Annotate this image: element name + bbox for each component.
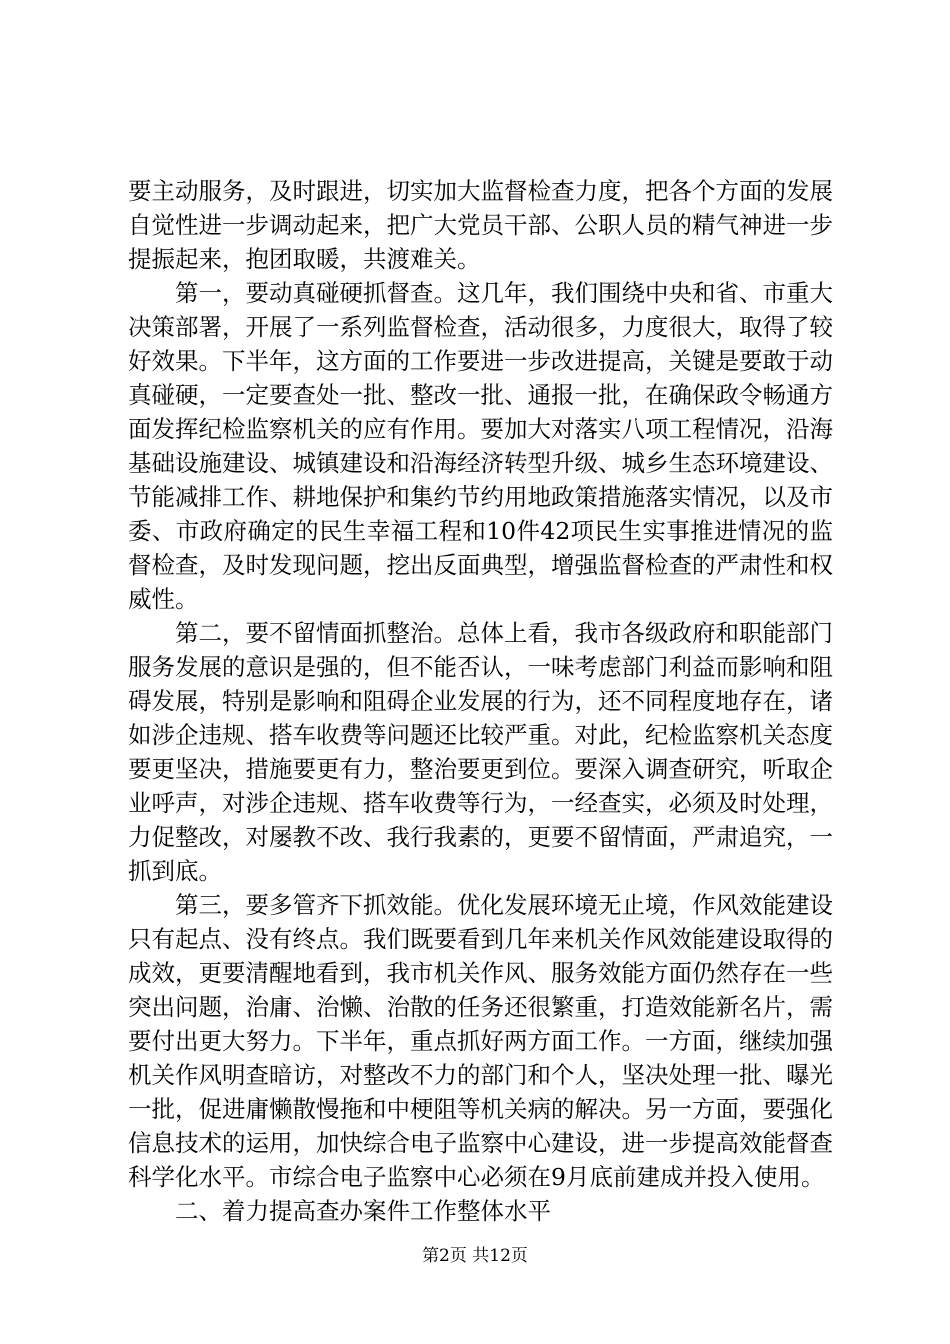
page-footer — [0, 1244, 950, 1268]
document-body — [128, 174, 833, 1228]
paragraph-first-point: 第一，要动真碰硬抓督查。这几年，我们围绕中央和省、市重大决策部署，开展了一系列监督检查，活动很多，力度很大，取得了较好效果。下半年，这方面的工作要进一步改进提高，关键是要敢于动真碰硬，一定要查处一批、整改一批、通报一批，在确保政令畅通方面发挥纪检监察机关的应有作用。要加大对落实八项工程情况，沿海基础设施建设、城镇建设和沿海经济转型升级、城乡生态环境建设、节能减排工作、耕地保护和集约节约用地政策措施落实情况，以及市委、市政府确定的民生幸福工程和10件42项民生实事推进情况的监督检查，及时发现问题，挖出反面典型，增强监督检查的严肃性和权威性。 — [128, 279, 833, 613]
paragraph-third-point: 第三，要多管齐下抓效能。优化发展环境无止境，作风效能建设只有起点、没有终点。我们既要看到几年来机关作风效能建设取得的成效，更要清醒地看到，我市机关作风、服务效能方面仍然存在一些突出问题，治庸、治懒、治散的任务还很繁重，打造效能新名片，需要付出更大努力。下半年，重点抓好两方面工作。一方面，继续加强机关作风明查暗访，对整改不力的部门和个人，坚决处理一批、曝光一批，促进庸懒散慢拖和中梗阻等机关病的解决。另一方面，要强化信息技术的运用，加快综合电子监察中心建设，进一步提高效能督查科学化水平。市综合电子监察中心必须在9月底前建成并投入使用。 — [128, 891, 833, 1191]
paragraph-intro: 要主动服务，及时跟进，切实加大监督检查力度，把各个方面的发展自觉性进一步调动起来，把广大党员干部、公职人员的精气神进一步提振起来，抱团取暖，共渡难关。 — [128, 177, 833, 273]
page-number-label: 第2页 共12页 — [422, 1246, 528, 1266]
section-heading: 二、着力提高查办案件工作整体水平 — [175, 1197, 551, 1225]
paragraph-second-point: 第二，要不留情面抓整治。总体上看，我市各级政府和职能部门服务发展的意识是强的，但不能否认，一味考虑部门利益而影响和阻碍发展，特别是影响和阻碍企业发展的行为，还不同程度地存在，诸如涉企违规、搭车收费等问题还比较严重。对此，纪检监察机关态度要更坚决，措施要更有力，整治要更到位。要深入调查研究，听取企业呼声，对涉企违规、搭车收费等行为，一经查实，必须及时处理，力促整改，对屡教不改、我行我素的，更要不留情面，严肃追究，一抓到底。 — [128, 619, 833, 885]
